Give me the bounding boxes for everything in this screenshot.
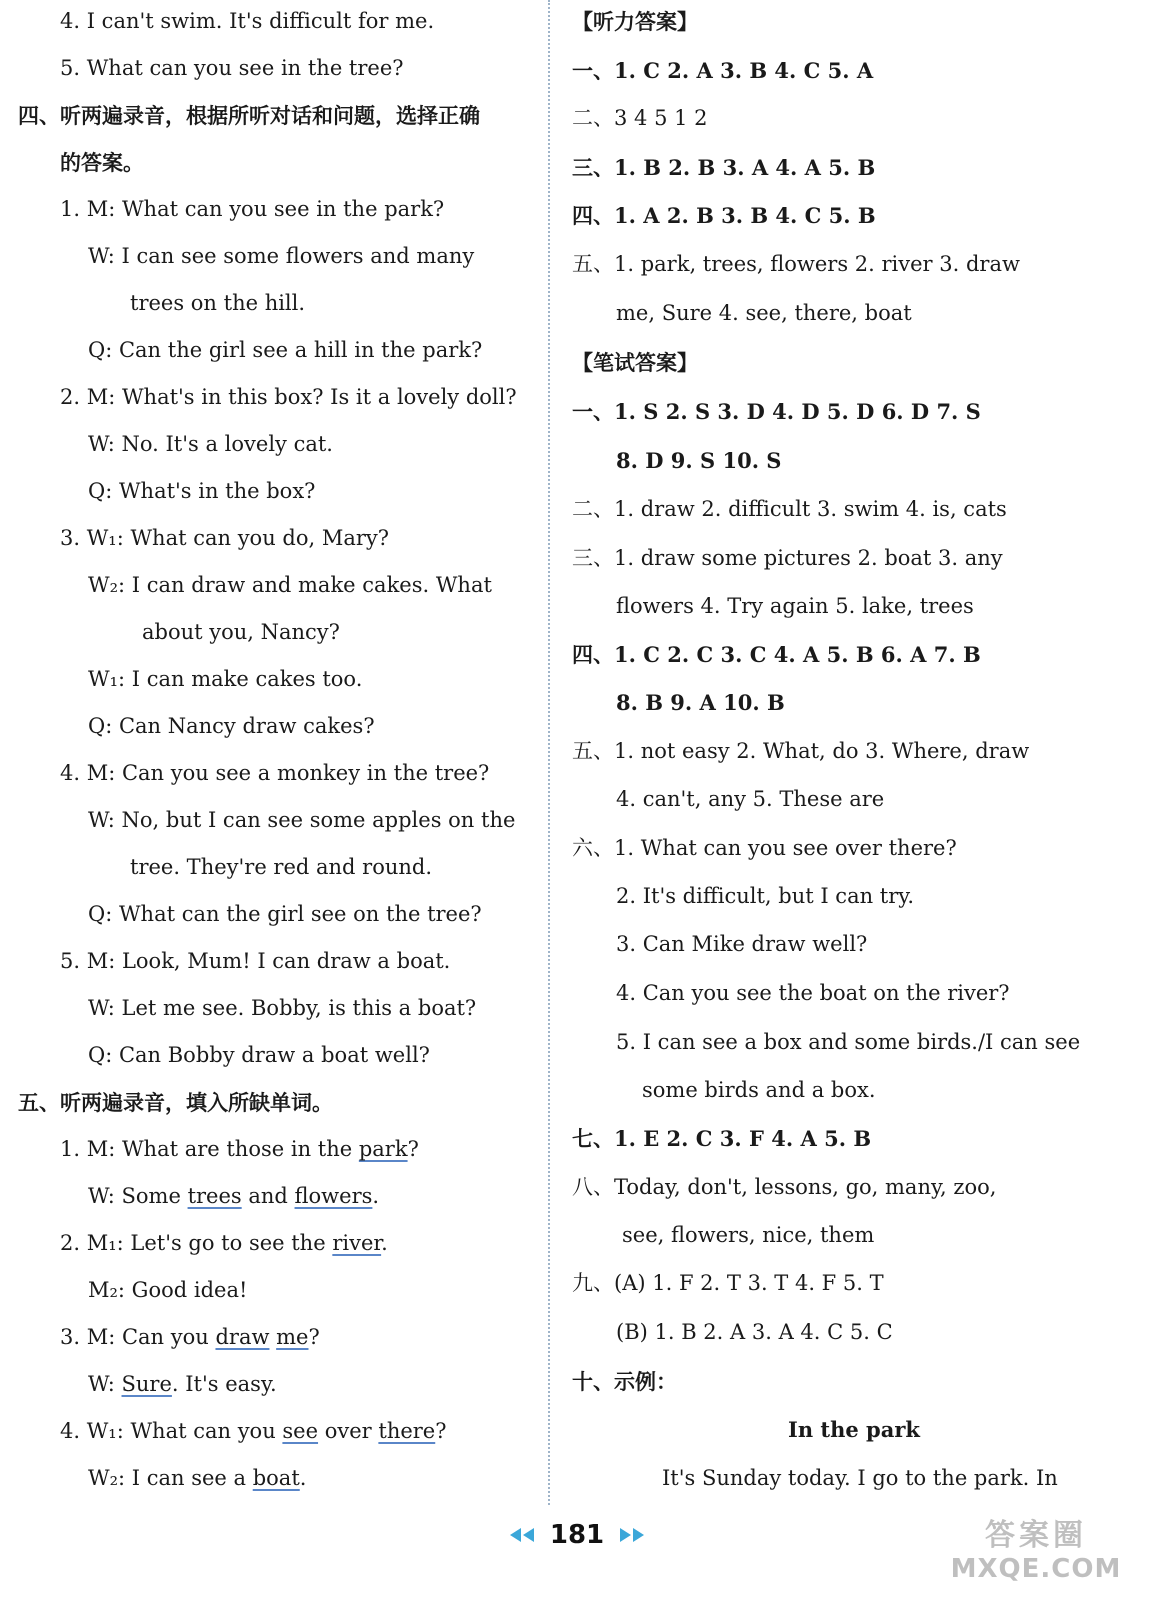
answer-line: 五、1. not easy 2. What, do 3. Where, draw bbox=[572, 739, 1030, 763]
answer-line: (B) 1. B 2. A 3. A 4. C 5. C bbox=[616, 1320, 893, 1344]
arrow-left-icon bbox=[523, 1528, 534, 1542]
answer-line: 九、(A) 1. F 2. T 3. T 4. F 5. T bbox=[572, 1271, 884, 1295]
text: . bbox=[299, 1466, 307, 1490]
watermark-top: 答案圈 bbox=[985, 1518, 1087, 1553]
text: and bbox=[241, 1184, 295, 1208]
answer-line: 8. B 9. A 10. B bbox=[616, 690, 785, 715]
fill-line bbox=[88, 1468, 306, 1489]
answer-line: 二、3 4 5 1 2 bbox=[572, 106, 708, 130]
dialog-line: 4. M: Can you see a monkey in the tree? bbox=[60, 761, 490, 785]
text: ? bbox=[407, 1137, 419, 1161]
arrow-right-icon bbox=[620, 1528, 631, 1542]
answer-line: 五、1. park, trees, flowers 2. river 3. draw bbox=[572, 252, 1020, 276]
dialog-line: W: No, but I can see some apples on the bbox=[88, 808, 516, 832]
dialog-line: W₁: I can make cakes too. bbox=[88, 667, 363, 691]
answer-line: 六、1. What can you see over there? bbox=[572, 836, 957, 860]
column-divider bbox=[548, 0, 550, 1505]
dialog-line: Q: Can Nancy draw cakes? bbox=[88, 714, 375, 738]
text: 3. M: Can you bbox=[60, 1325, 216, 1349]
answer-line: some birds and a box. bbox=[642, 1078, 876, 1102]
answer-line: 八、Today, don't, lessons, go, many, zoo, bbox=[572, 1175, 997, 1199]
question-line: 5. What can you see in the tree? bbox=[60, 56, 404, 80]
answer-line: 4. Can you see the boat on the river? bbox=[616, 981, 1010, 1005]
dialog-line: tree. They're red and round. bbox=[130, 855, 433, 879]
answer-line: 七、1. E 2. C 3. F 4. A 5. B bbox=[572, 1126, 872, 1151]
dialog-line: W: No. It's a lovely cat. bbox=[88, 432, 333, 456]
answer-line: 十、示例： bbox=[572, 1369, 677, 1394]
text: ? bbox=[308, 1325, 320, 1349]
answer-line: 5. I can see a box and some birds./I can see bbox=[616, 1030, 1081, 1054]
text: W₂: I can see a bbox=[88, 1466, 253, 1490]
watermark-bottom: MXQE.COM bbox=[950, 1554, 1122, 1584]
section-4-title-cont: 的答案。 bbox=[60, 150, 144, 175]
dialog-line: about you, Nancy? bbox=[142, 620, 340, 644]
answer-word: Sure bbox=[121, 1372, 172, 1396]
dialog-line: W₂: I can draw and make cakes. What bbox=[88, 573, 492, 597]
fill-line bbox=[60, 1139, 419, 1160]
watermark-logo bbox=[936, 1518, 1136, 1588]
answer-word: there bbox=[378, 1419, 436, 1443]
answer-word: see bbox=[282, 1419, 319, 1443]
answer-word: flowers bbox=[294, 1184, 373, 1208]
text: over bbox=[318, 1419, 379, 1443]
written-answers-header: 【笔试答案】 bbox=[572, 350, 698, 375]
answer-line: 4. can't, any 5. These are bbox=[616, 787, 885, 811]
fill-line bbox=[60, 1421, 447, 1442]
dialog-line: 1. M: What can you see in the park? bbox=[60, 197, 445, 221]
answer-line: 三、1. draw some pictures 2. boat 3. any bbox=[572, 546, 1003, 570]
answer-line: 一、1. C 2. A 3. B 4. C 5. A bbox=[572, 58, 874, 83]
essay-title: In the park bbox=[788, 1417, 920, 1442]
dialog-line: 3. W₁: What can you do, Mary? bbox=[60, 526, 390, 550]
answer-word: draw bbox=[215, 1325, 270, 1349]
answer-line: see, flowers, nice, them bbox=[622, 1223, 875, 1247]
fill-line bbox=[60, 1327, 320, 1348]
essay-line: It's Sunday today. I go to the park. In bbox=[662, 1466, 1058, 1490]
text: . bbox=[372, 1184, 380, 1208]
answer-line: 四、1. C 2. C 3. C 4. A 5. B 6. A 7. B bbox=[572, 642, 981, 667]
fill-line bbox=[60, 1233, 388, 1254]
section-5-title: 五、听两遍录音，填入所缺单词。 bbox=[18, 1090, 333, 1115]
answer-line: 二、1. draw 2. difficult 3. swim 4. is, cats bbox=[572, 497, 1007, 521]
answer-line: flowers 4. Try again 5. lake, trees bbox=[616, 594, 974, 618]
dialog-line: 2. M: What's in this box? Is it a lovely doll? bbox=[60, 385, 517, 409]
text: ? bbox=[435, 1419, 447, 1443]
question-line: 4. I can't swim. It's difficult for me. bbox=[60, 9, 435, 33]
text: . It's easy. bbox=[171, 1372, 277, 1396]
arrow-right-icon bbox=[633, 1528, 644, 1542]
fill-line bbox=[88, 1374, 277, 1395]
text: 4. W₁: What can you bbox=[60, 1419, 283, 1443]
dialog-line: Q: Can Bobby draw a boat well? bbox=[88, 1043, 430, 1067]
answer-line: 3. Can Mike draw well? bbox=[616, 932, 868, 956]
listening-answers-header: 【听力答案】 bbox=[572, 9, 698, 34]
dialog-line: W: Let me see. Bobby, is this a boat? bbox=[88, 996, 477, 1020]
text: . bbox=[381, 1231, 388, 1255]
answer-line: 一、1. S 2. S 3. D 4. D 5. D 6. D 7. S bbox=[572, 399, 981, 424]
answer-word: me bbox=[276, 1325, 309, 1349]
answer-line: 8. D 9. S 10. S bbox=[616, 448, 782, 473]
answer-line: 三、1. B 2. B 3. A 4. A 5. B bbox=[572, 155, 876, 180]
text: W: bbox=[88, 1372, 122, 1396]
text: W: Some bbox=[88, 1184, 188, 1208]
answer-line: 2. It's difficult, but I can try. bbox=[616, 884, 915, 908]
dialog-line: Q: Can the girl see a hill in the park? bbox=[88, 338, 483, 362]
text: 1. M: What are those in the bbox=[60, 1137, 359, 1161]
answer-line: me, Sure 4. see, there, boat bbox=[616, 301, 912, 325]
answer-word: boat bbox=[252, 1466, 300, 1490]
fill-line: M₂: Good idea! bbox=[88, 1278, 248, 1302]
answer-word: river bbox=[332, 1231, 382, 1255]
section-4-title: 四、听两遍录音，根据所听对话和问题，选择正确 bbox=[18, 103, 480, 128]
dialog-line: trees on the hill. bbox=[130, 291, 306, 315]
fill-line bbox=[88, 1186, 379, 1207]
dialog-line: Q: What's in the box? bbox=[88, 479, 316, 503]
arrow-left-icon bbox=[510, 1528, 521, 1542]
dialog-line: Q: What can the girl see on the tree? bbox=[88, 902, 482, 926]
dialog-line: W: I can see some flowers and many bbox=[88, 244, 475, 268]
page-number: 181 bbox=[549, 1520, 605, 1550]
dialog-line: 5. M: Look, Mum! I can draw a boat. bbox=[60, 949, 451, 973]
answer-word: park bbox=[358, 1137, 408, 1161]
answer-line: 四、1. A 2. B 3. B 4. C 5. B bbox=[572, 203, 876, 228]
answer-word: trees bbox=[187, 1184, 242, 1208]
text: 2. M₁: Let's go to see the bbox=[60, 1231, 333, 1255]
